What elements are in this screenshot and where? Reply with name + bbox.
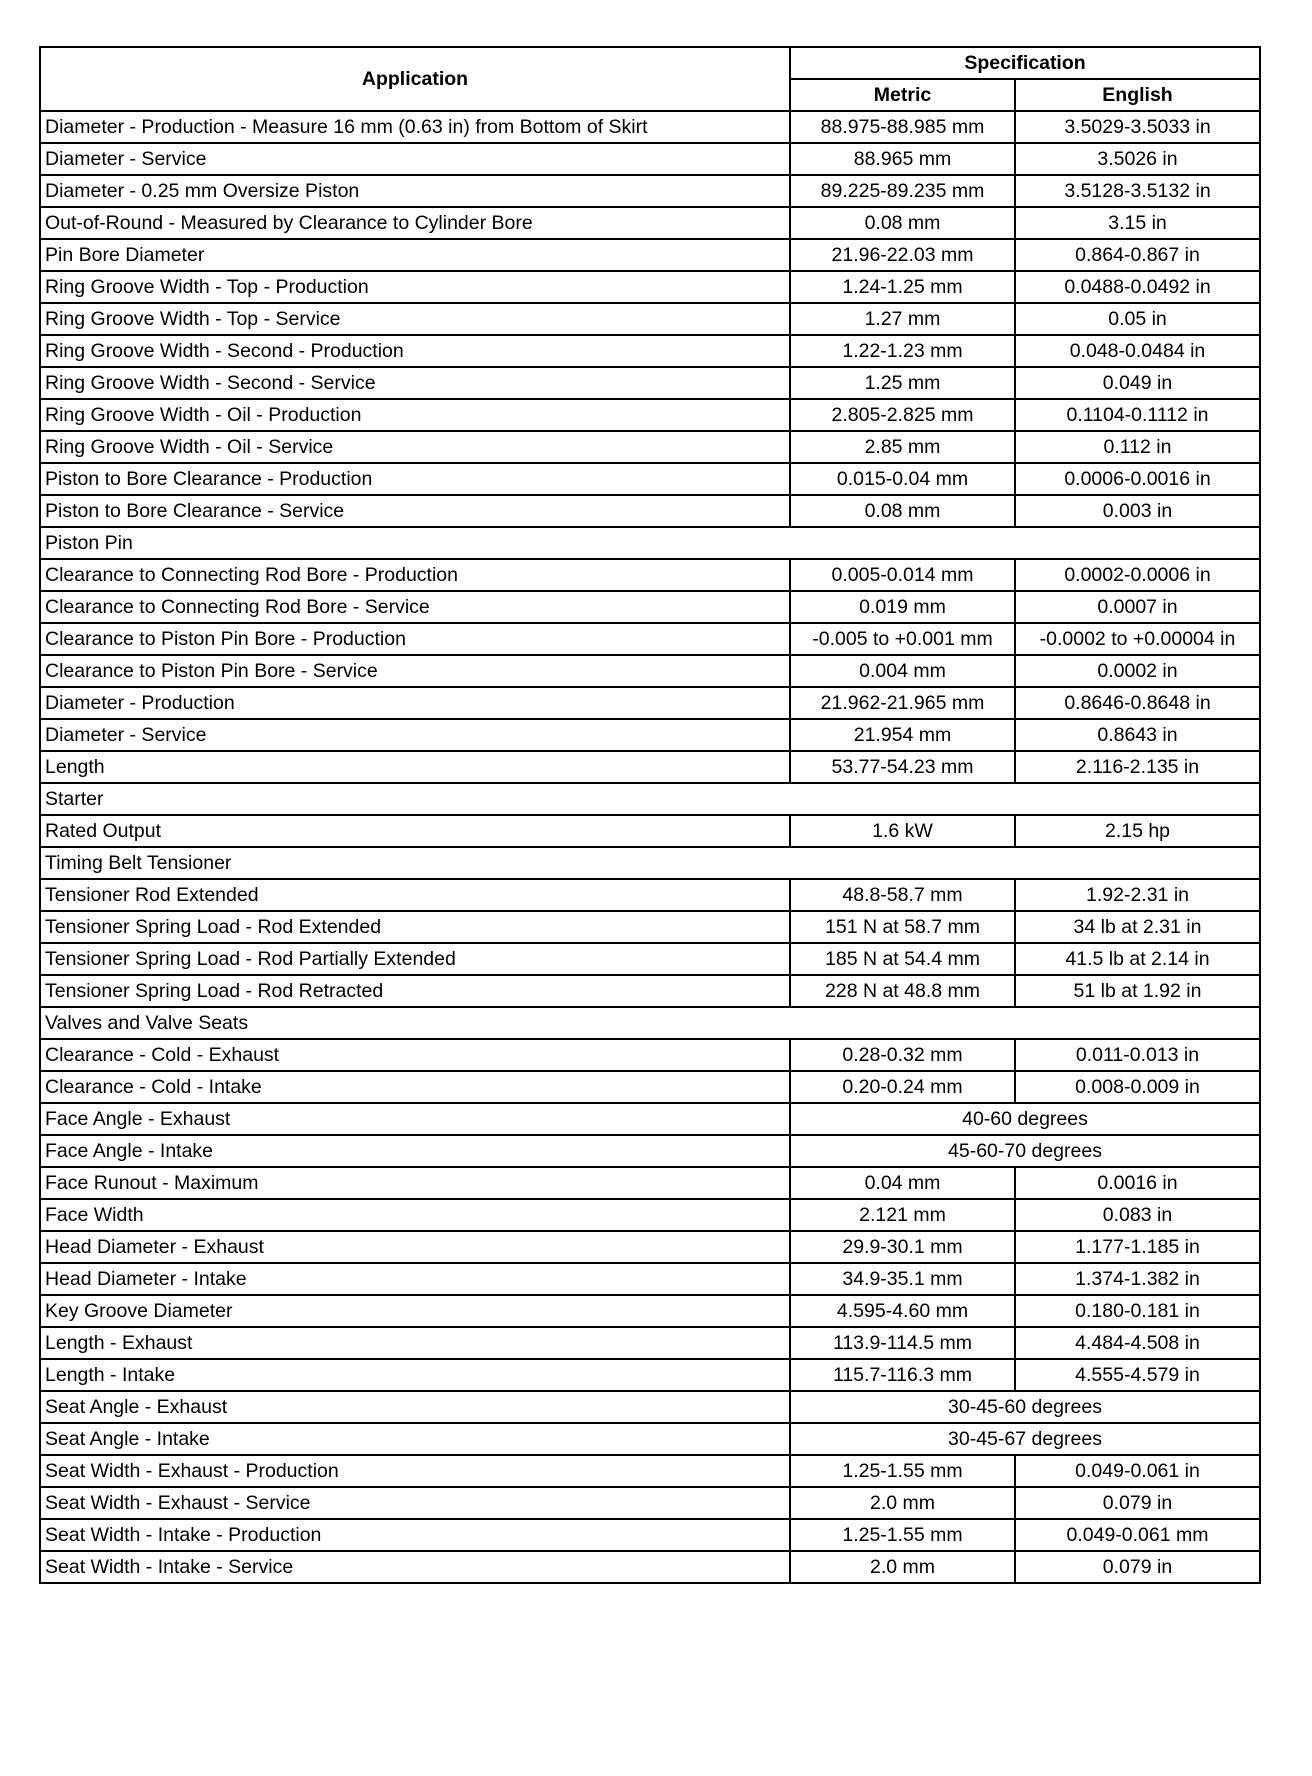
english-cell: 3.15 in (1015, 207, 1260, 239)
metric-cell: 4.595-4.60 mm (790, 1295, 1015, 1327)
metric-cell: 0.28-0.32 mm (790, 1039, 1015, 1071)
specification-table (39, 46, 1261, 1584)
table-row (40, 975, 1260, 1007)
table-row (40, 719, 1260, 751)
table-header (40, 47, 1260, 111)
metric-cell: 0.019 mm (790, 591, 1015, 623)
application-cell: Diameter - 0.25 mm Oversize Piston (40, 175, 790, 207)
english-cell: 0.180-0.181 in (1015, 1295, 1260, 1327)
english-cell: 0.008-0.009 in (1015, 1071, 1260, 1103)
english-cell: 0.864-0.867 in (1015, 239, 1260, 271)
metric-cell: 113.9-114.5 mm (790, 1327, 1015, 1359)
section-row (40, 527, 1260, 559)
english-cell: 34 lb at 2.31 in (1015, 911, 1260, 943)
english-cell: 1.374-1.382 in (1015, 1263, 1260, 1295)
metric-cell: 185 N at 54.4 mm (790, 943, 1015, 975)
metric-cell: 1.27 mm (790, 303, 1015, 335)
table-row (40, 1423, 1260, 1455)
table-row (40, 1455, 1260, 1487)
section-title: Valves and Valve Seats (40, 1007, 1260, 1039)
table-row (40, 1199, 1260, 1231)
metric-cell: 228 N at 48.8 mm (790, 975, 1015, 1007)
metric-cell: 1.25-1.55 mm (790, 1455, 1015, 1487)
table-row (40, 1519, 1260, 1551)
table-row (40, 591, 1260, 623)
table-row (40, 911, 1260, 943)
english-cell: 0.0006-0.0016 in (1015, 463, 1260, 495)
metric-cell: 2.0 mm (790, 1551, 1015, 1583)
table-row (40, 815, 1260, 847)
metric-cell: 21.96-22.03 mm (790, 239, 1015, 271)
table-row (40, 1359, 1260, 1391)
english-cell: 2.15 hp (1015, 815, 1260, 847)
application-cell: Ring Groove Width - Second - Service (40, 367, 790, 399)
metric-cell: 151 N at 58.7 mm (790, 911, 1015, 943)
application-cell: Seat Width - Exhaust - Production (40, 1455, 790, 1487)
application-cell: Key Groove Diameter (40, 1295, 790, 1327)
english-cell: 0.8643 in (1015, 719, 1260, 751)
table-row (40, 559, 1260, 591)
metric-cell: 34.9-35.1 mm (790, 1263, 1015, 1295)
english-cell: 1.92-2.31 in (1015, 879, 1260, 911)
application-cell: Clearance to Connecting Rod Bore - Service (40, 591, 790, 623)
application-cell: Clearance to Piston Pin Bore - Service (40, 655, 790, 687)
metric-cell: 1.22-1.23 mm (790, 335, 1015, 367)
application-cell: Diameter - Production (40, 687, 790, 719)
metric-cell: 0.08 mm (790, 495, 1015, 527)
section-title: Starter (40, 783, 1260, 815)
metric-cell: 88.965 mm (790, 143, 1015, 175)
metric-cell: 2.85 mm (790, 431, 1015, 463)
english-cell: 2.116-2.135 in (1015, 751, 1260, 783)
application-cell: Head Diameter - Exhaust (40, 1231, 790, 1263)
table-row (40, 623, 1260, 655)
metric-cell: 0.005-0.014 mm (790, 559, 1015, 591)
application-cell: Diameter - Service (40, 143, 790, 175)
metric-cell: 2.805-2.825 mm (790, 399, 1015, 431)
application-cell: Seat Angle - Exhaust (40, 1391, 790, 1423)
metric-cell: -0.005 to +0.001 mm (790, 623, 1015, 655)
english-cell: 3.5026 in (1015, 143, 1260, 175)
table-row (40, 1327, 1260, 1359)
english-cell: 0.0007 in (1015, 591, 1260, 623)
table-row (40, 367, 1260, 399)
table-row (40, 111, 1260, 143)
metric-cell: 0.20-0.24 mm (790, 1071, 1015, 1103)
english-cell: 0.011-0.013 in (1015, 1039, 1260, 1071)
metric-cell: 2.0 mm (790, 1487, 1015, 1519)
english-cell: 0.0002-0.0006 in (1015, 559, 1260, 591)
application-cell: Piston to Bore Clearance - Service (40, 495, 790, 527)
table-row (40, 1231, 1260, 1263)
table-row (40, 1103, 1260, 1135)
section-row (40, 1007, 1260, 1039)
table-row (40, 143, 1260, 175)
application-cell: Tensioner Spring Load - Rod Partially Extended (40, 943, 790, 975)
table-row (40, 239, 1260, 271)
english-cell: 0.079 in (1015, 1551, 1260, 1583)
table-row (40, 399, 1260, 431)
combined-spec-cell: 30-45-60 degrees (790, 1391, 1260, 1423)
metric-cell: 1.25-1.55 mm (790, 1519, 1015, 1551)
section-row (40, 783, 1260, 815)
application-cell: Tensioner Spring Load - Rod Retracted (40, 975, 790, 1007)
english-cell: 0.083 in (1015, 1199, 1260, 1231)
english-cell: 3.5029-3.5033 in (1015, 111, 1260, 143)
english-cell: 0.0002 in (1015, 655, 1260, 687)
metric-cell: 1.6 kW (790, 815, 1015, 847)
english-cell: 4.484-4.508 in (1015, 1327, 1260, 1359)
section-row (40, 847, 1260, 879)
application-cell: Head Diameter - Intake (40, 1263, 790, 1295)
section-title: Timing Belt Tensioner (40, 847, 1260, 879)
application-cell: Clearance to Piston Pin Bore - Production (40, 623, 790, 655)
application-cell: Ring Groove Width - Top - Service (40, 303, 790, 335)
metric-header: Metric (790, 79, 1015, 111)
table-row (40, 1295, 1260, 1327)
english-cell: 0.0488-0.0492 in (1015, 271, 1260, 303)
table-row (40, 495, 1260, 527)
table-row (40, 335, 1260, 367)
table-row (40, 1167, 1260, 1199)
specification-header: Specification (790, 47, 1260, 79)
english-cell: 0.1104-0.1112 in (1015, 399, 1260, 431)
metric-cell: 2.121 mm (790, 1199, 1015, 1231)
table-row (40, 687, 1260, 719)
application-cell: Seat Width - Intake - Production (40, 1519, 790, 1551)
application-cell: Face Width (40, 1199, 790, 1231)
english-cell: -0.0002 to +0.00004 in (1015, 623, 1260, 655)
metric-cell: 1.24-1.25 mm (790, 271, 1015, 303)
english-cell: 0.003 in (1015, 495, 1260, 527)
table-row (40, 463, 1260, 495)
metric-cell: 0.015-0.04 mm (790, 463, 1015, 495)
application-cell: Seat Width - Intake - Service (40, 1551, 790, 1583)
combined-spec-cell: 30-45-67 degrees (790, 1423, 1260, 1455)
english-cell: 1.177-1.185 in (1015, 1231, 1260, 1263)
metric-cell: 0.04 mm (790, 1167, 1015, 1199)
metric-cell: 89.225-89.235 mm (790, 175, 1015, 207)
application-cell: Length - Intake (40, 1359, 790, 1391)
table-row (40, 303, 1260, 335)
table-body (40, 111, 1260, 1583)
english-cell: 4.555-4.579 in (1015, 1359, 1260, 1391)
table-row (40, 751, 1260, 783)
metric-cell: 48.8-58.7 mm (790, 879, 1015, 911)
combined-spec-cell: 45-60-70 degrees (790, 1135, 1260, 1167)
application-cell: Length (40, 751, 790, 783)
application-cell: Seat Angle - Intake (40, 1423, 790, 1455)
table-row (40, 1039, 1260, 1071)
metric-cell: 29.9-30.1 mm (790, 1231, 1015, 1263)
metric-cell: 21.954 mm (790, 719, 1015, 751)
table-row (40, 271, 1260, 303)
application-cell: Pin Bore Diameter (40, 239, 790, 271)
combined-spec-cell: 40-60 degrees (790, 1103, 1260, 1135)
application-cell: Length - Exhaust (40, 1327, 790, 1359)
application-cell: Ring Groove Width - Oil - Service (40, 431, 790, 463)
english-cell: 0.112 in (1015, 431, 1260, 463)
english-cell: 0.049-0.061 mm (1015, 1519, 1260, 1551)
english-cell: 0.8646-0.8648 in (1015, 687, 1260, 719)
english-cell: 51 lb at 1.92 in (1015, 975, 1260, 1007)
english-cell: 0.048-0.0484 in (1015, 335, 1260, 367)
application-cell: Rated Output (40, 815, 790, 847)
application-cell: Tensioner Rod Extended (40, 879, 790, 911)
metric-cell: 0.08 mm (790, 207, 1015, 239)
application-cell: Clearance - Cold - Intake (40, 1071, 790, 1103)
application-cell: Face Angle - Intake (40, 1135, 790, 1167)
application-cell: Clearance to Connecting Rod Bore - Production (40, 559, 790, 591)
table-row (40, 1135, 1260, 1167)
english-cell: 0.05 in (1015, 303, 1260, 335)
english-cell: 0.049 in (1015, 367, 1260, 399)
application-cell: Diameter - Production - Measure 16 mm (0.63 in) from Bottom of Skirt (40, 111, 790, 143)
application-cell: Seat Width - Exhaust - Service (40, 1487, 790, 1519)
application-cell: Diameter - Service (40, 719, 790, 751)
table-row (40, 1551, 1260, 1583)
english-cell: 3.5128-3.5132 in (1015, 175, 1260, 207)
application-cell: Ring Groove Width - Oil - Production (40, 399, 790, 431)
metric-cell: 0.004 mm (790, 655, 1015, 687)
application-cell: Out-of-Round - Measured by Clearance to Cylinder Bore (40, 207, 790, 239)
application-cell: Clearance - Cold - Exhaust (40, 1039, 790, 1071)
table-row (40, 1263, 1260, 1295)
table-row (40, 175, 1260, 207)
table-row (40, 1487, 1260, 1519)
english-cell: 0.0016 in (1015, 1167, 1260, 1199)
section-title: Piston Pin (40, 527, 1260, 559)
table-row (40, 1071, 1260, 1103)
application-header: Application (40, 47, 790, 111)
table-row (40, 879, 1260, 911)
english-cell: 0.049-0.061 in (1015, 1455, 1260, 1487)
metric-cell: 88.975-88.985 mm (790, 111, 1015, 143)
application-cell: Ring Groove Width - Second - Production (40, 335, 790, 367)
metric-cell: 1.25 mm (790, 367, 1015, 399)
metric-cell: 21.962-21.965 mm (790, 687, 1015, 719)
metric-cell: 115.7-116.3 mm (790, 1359, 1015, 1391)
application-cell: Face Runout - Maximum (40, 1167, 790, 1199)
table-row (40, 655, 1260, 687)
application-cell: Face Angle - Exhaust (40, 1103, 790, 1135)
table-row (40, 431, 1260, 463)
table-row (40, 207, 1260, 239)
application-cell: Ring Groove Width - Top - Production (40, 271, 790, 303)
english-header: English (1015, 79, 1260, 111)
table-row (40, 1391, 1260, 1423)
application-cell: Tensioner Spring Load - Rod Extended (40, 911, 790, 943)
metric-cell: 53.77-54.23 mm (790, 751, 1015, 783)
table-row (40, 943, 1260, 975)
application-cell: Piston to Bore Clearance - Production (40, 463, 790, 495)
english-cell: 0.079 in (1015, 1487, 1260, 1519)
english-cell: 41.5 lb at 2.14 in (1015, 943, 1260, 975)
